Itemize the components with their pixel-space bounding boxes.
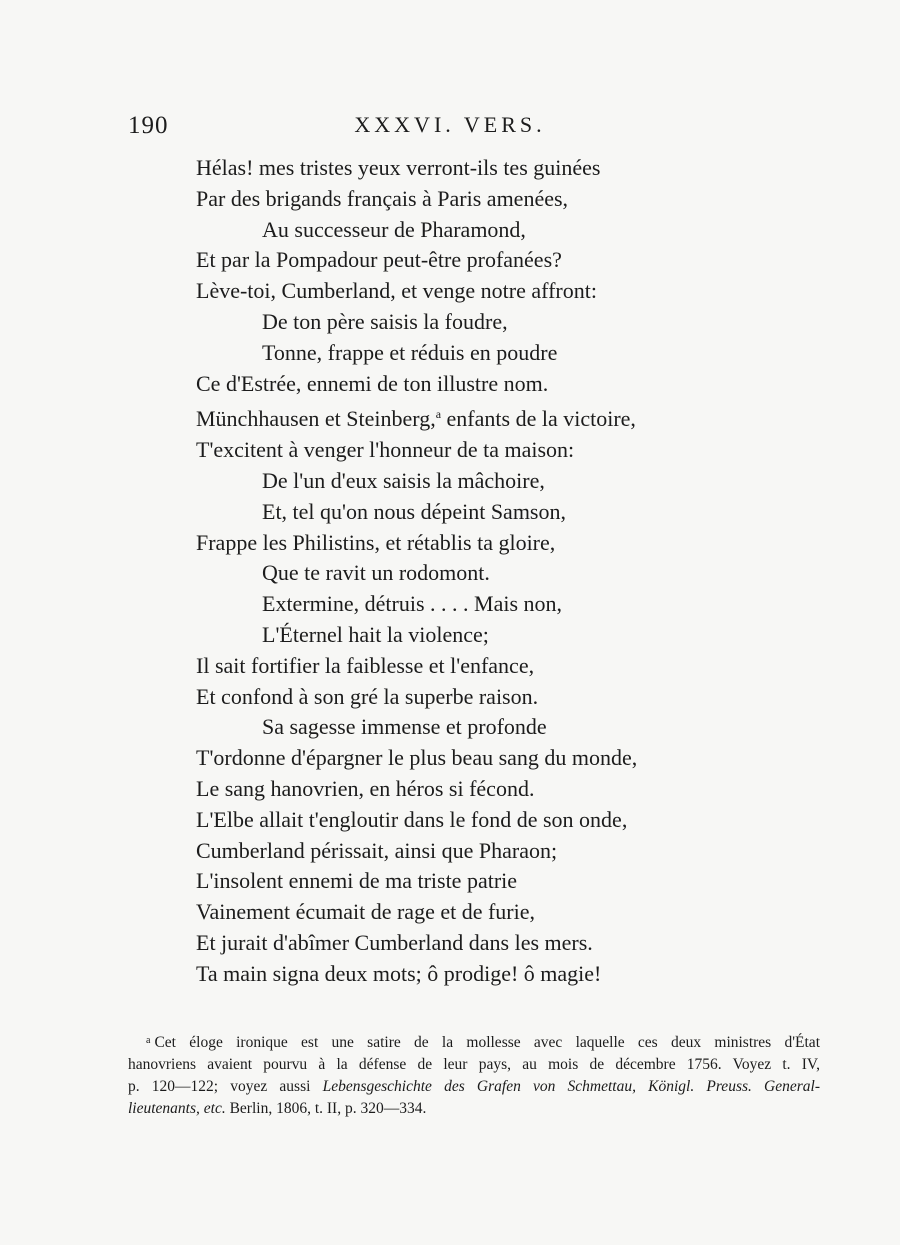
verse-line: Que te ravit un rodomont. xyxy=(262,560,490,586)
footnote-reference: a xyxy=(435,407,442,422)
footnote-line xyxy=(128,1076,820,1098)
verse-line: Et confond à son gré la superbe raison. xyxy=(196,683,539,709)
verse-line: De l'un d'eux saisis la mâchoire, xyxy=(262,467,545,493)
verse-line: Vainement écumait de rage et de furie, xyxy=(196,899,536,925)
verse-line: Et par la Pompadour peut-être profanées? xyxy=(196,247,562,273)
verse-line: T'ordonne d'épargner le plus beau sang du monde, xyxy=(196,745,638,771)
poem xyxy=(196,153,836,990)
verse-line: Sa sagesse immense et profonde xyxy=(262,714,547,740)
verse-line: Lève-toi, Cumberland, et venge notre affront: xyxy=(196,278,597,304)
footnote-text: Cet éloge ironique est une satire de la mollesse avec laquelle ces deux ministres d'État xyxy=(154,1034,820,1051)
footnote-line xyxy=(128,1030,820,1054)
verse-line: Et, tel qu'on nous dépeint Samson, xyxy=(262,498,566,524)
footnote-text: p. 120—122; voyez aussi xyxy=(128,1078,323,1095)
verse-line: Tonne, frappe et réduis en poudre xyxy=(262,339,558,365)
footnote-line xyxy=(128,1054,820,1076)
verse-line: Ta main signa deux mots; ô prodige! ô magie! xyxy=(196,960,602,986)
footnote xyxy=(128,1030,820,1120)
verse-line: Cumberland périssait, ainsi que Pharaon; xyxy=(196,837,558,863)
footnote-text: hanovriens avaient pourvu à la défense de leur pays, au mois de décembre 1756. Voyez t. IV, xyxy=(128,1056,820,1073)
verse-line: T'excitent à venger l'honneur de ta maison: xyxy=(196,437,575,463)
verse-line: Le sang hanovrien, en héros si fécond. xyxy=(196,775,535,801)
verse-line: L'Elbe allait t'engloutir dans le fond de son onde, xyxy=(196,806,628,832)
footnote-line xyxy=(128,1098,820,1120)
verse-line: De ton père saisis la foudre, xyxy=(262,308,508,334)
verse-line: Et jurait d'abîmer Cumberland dans les mers. xyxy=(196,929,593,955)
verse-line: L'insolent ennemi de ma triste patrie xyxy=(196,868,518,894)
footnote-text: Berlin, 1806, t. II, p. 320—334. xyxy=(225,1100,427,1117)
verse-line: Par des brigands français à Paris amenées, xyxy=(196,185,569,211)
footnote-mark: a xyxy=(146,1035,151,1046)
verse-line: Il sait fortifier la faiblesse et l'enfance, xyxy=(196,652,535,678)
verse-text: Münchhausen et Steinberg, xyxy=(196,406,436,432)
verse-text: enfants de la victoire, xyxy=(441,406,636,432)
running-head: XXXVI. VERS. xyxy=(354,112,546,137)
verse-line: Frappe les Philistins, et rétablis ta gloire, xyxy=(196,529,556,555)
verse-line: Extermine, détruis . . . . Mais non, xyxy=(262,591,563,617)
verse-line: Ce d'Estrée, ennemi de ton illustre nom. xyxy=(196,370,549,396)
footnote-italic-title: Lebensgeschichte des Grafen von Schmettau, Königl. Preuss. General- xyxy=(322,1078,820,1095)
verse-line: Hélas! mes tristes yeux verront-ils tes guinées xyxy=(196,155,601,180)
verse-line: L'Éternel hait la violence; xyxy=(262,621,489,647)
verse-line xyxy=(196,399,836,435)
footnote-italic-title: lieutenants, etc. xyxy=(128,1100,226,1117)
page-number: 190 xyxy=(128,112,169,139)
verse-line: Au successeur de Pharamond, xyxy=(262,216,526,242)
